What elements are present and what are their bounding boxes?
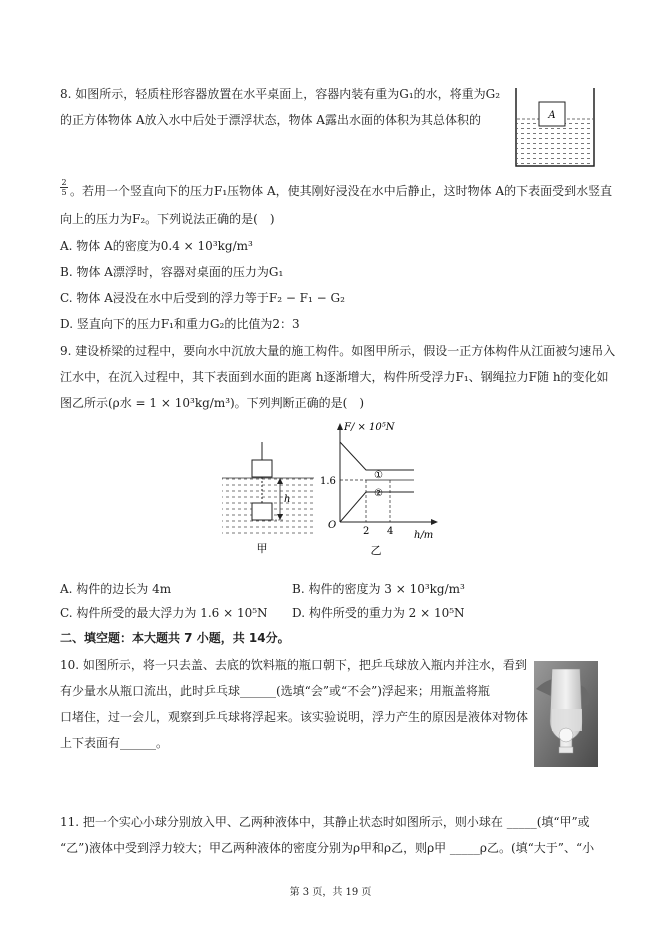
q8-option-a: A. 物体 A的密度为0.4 × 10³kg/m³ [60, 239, 253, 253]
q8-line-1: 8. 如图所示，轻质柱形容器放置在水平桌面上，容器内装有重为G₁的水，将重为G₂ [60, 87, 501, 101]
figure-yi-caption: 乙 [370, 544, 382, 557]
ping-pong-ball [559, 728, 573, 742]
q8-container-figure [509, 86, 601, 172]
x-tick-2: 2 [363, 526, 370, 537]
q9-figure-yi [318, 418, 448, 558]
curve-2-label: ② [374, 488, 383, 499]
curve-1-label: ① [374, 470, 383, 481]
q9-option-a: A. 构件的边长为 4m [60, 582, 172, 596]
q8-line-3: 。若用一个竖直向下的压力F₁压物体 A，使其刚好浸没在水中后静止，这时物体 A的下表面受到水竖直 [70, 184, 613, 198]
depth-h-label: h [284, 494, 291, 505]
q10-bottle-photo [534, 661, 598, 767]
block-a-label: A [548, 110, 556, 121]
fraction-numerator: 2 [61, 178, 67, 187]
q9-line-1: 9. 建设桥梁的过程中，要向水中沉放大量的施工构件。如图甲所示，假设一正方体构件从江面被匀速吊入 [60, 344, 616, 358]
fraction-denominator: 5 [61, 188, 67, 197]
q9-line-2: 江水中，在沉入过程中，其下表面到水面的距离 h逐渐增大，构件所受浮力F₁、钢绳拉力F随 h的变化如 [60, 370, 609, 384]
figure-jia-caption: 甲 [256, 542, 268, 555]
q8-line-2: 的正方体物体 A放入水中后处于漂浮状态，物体 A露出水面的体积为其总体积的 [60, 113, 481, 127]
q8-option-c: C. 物体 A浸没在水中后受到的浮力等于F₂ − F₁ − G₂ [60, 291, 345, 305]
component-submerged [252, 503, 272, 520]
section-2-heading: 二、填空题：本大题共 7 小题，共 14分。 [60, 631, 290, 645]
component-above [252, 460, 272, 477]
q10-line-4: 上下表面有______。 [60, 736, 169, 750]
q10-line-3: 口堵住，过一会儿，观察到乒乓球将浮起来。该实验说明，浮力产生的原因是液体对物体 [60, 710, 529, 724]
q8-option-b: B. 物体 A漂浮时，容器对桌面的压力为G₁ [60, 265, 284, 279]
origin-label: O [328, 520, 337, 531]
q10-line-2: 有少量水从瓶口流出，此时乒乓球______(选填“会”或“不会”)浮起来；用瓶盖将瓶 [60, 684, 490, 698]
q9-option-b: B. 构件的密度为 3 × 10³kg/m³ [292, 582, 465, 596]
y-tick-label: 1.6 [320, 476, 336, 487]
page-footer: 第 3 页，共 19 页 [289, 887, 372, 898]
q8-line-4: 向上的压力为F₂。下列说法正确的是( ) [60, 212, 275, 226]
x-tick-4: 4 [387, 526, 394, 537]
q11-line-2: “乙”)液体中受到浮力较大；甲乙两种液体的密度分别为ρ甲和ρ乙，则ρ甲 _____ρ乙。(填“大于”、“小 [60, 841, 595, 855]
q9-option-c: C. 构件所受的最大浮力为 1.6 × 10⁵N [60, 606, 268, 620]
x-axis-label: h/m [414, 530, 434, 541]
q9-line-3: 图乙所示(ρ水 = 1 × 10³kg/m³)。下列判断正确的是( ) [60, 396, 365, 410]
q8-option-d: D. 竖直向下的压力F₁和重力G₂的比值为2：3 [60, 317, 300, 331]
q10-line-1: 10. 如图所示，将一只去盖、去底的饮料瓶的瓶口朝下，把乒乓球放入瓶内并注水，看到 [60, 658, 527, 672]
q11-line-1: 11. 把一个实心小球分别放入甲、乙两种液体中，其静止状态时如图所示，则小球在 _____(填“甲”或 [60, 815, 590, 829]
y-axis-label: F/ × 10⁵N [344, 422, 395, 433]
fraction-two-fifths [60, 178, 68, 197]
curve-1-tension [340, 442, 414, 470]
q9-figure-jia [220, 440, 320, 560]
q9-option-d: D. 构件所受的重力为 2 × 10⁵N [292, 606, 465, 620]
